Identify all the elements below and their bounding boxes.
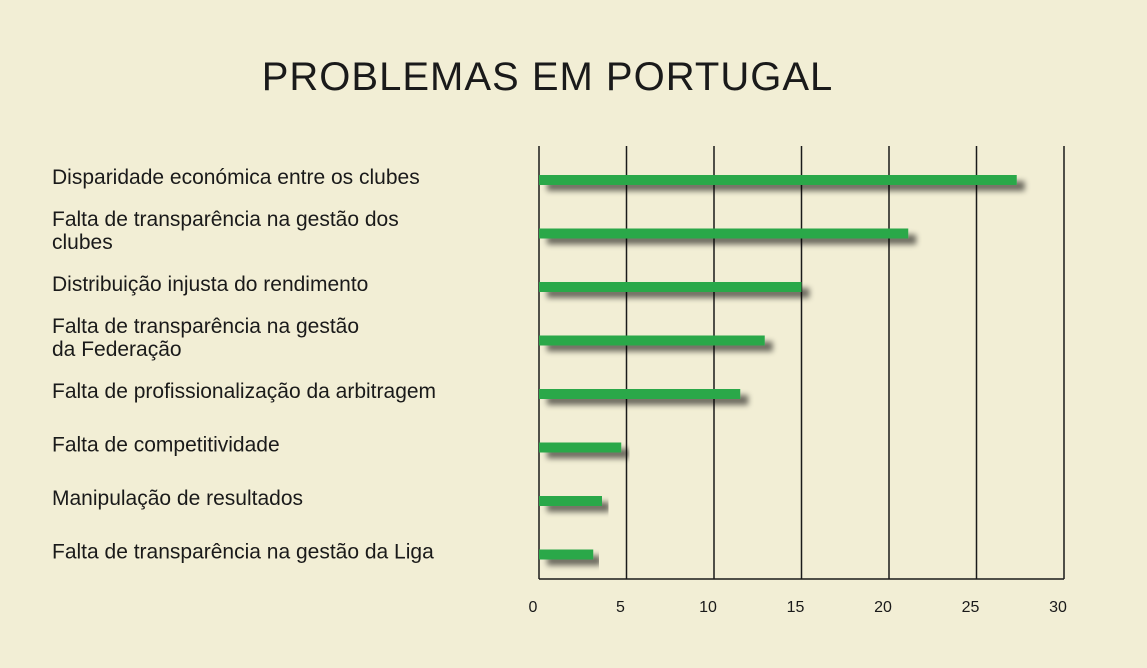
chart-title: PROBLEMAS EM PORTUGAL (261, 55, 834, 99)
bars (539, 175, 1017, 560)
category-label-6: Falta de competitividade (52, 433, 280, 457)
bar-6 (539, 443, 621, 453)
bar-1 (539, 175, 1017, 185)
category-label-1: Disparidade económica entre os clubes (52, 166, 420, 189)
category-label-7: Manipulação de resultados (52, 487, 303, 510)
x-axis-ticks (529, 599, 1067, 616)
category-label-8: Falta de transparência na gestão da Liga (52, 540, 434, 564)
bar-8 (539, 550, 593, 560)
bar-3 (539, 282, 802, 292)
category-label-5: Falta de profissionalização da arbitragem (52, 380, 437, 403)
tick-label-0: 0 (528, 599, 538, 616)
tick-label-20: 20 (874, 599, 892, 616)
tick-label-30: 30 (1049, 599, 1067, 616)
bar-4 (539, 336, 765, 346)
category-labels (52, 166, 436, 564)
category-label-3: Distribuição injusta do rendimento (52, 273, 369, 296)
bar-2 (539, 229, 908, 239)
bar-7 (539, 496, 602, 506)
category-label-2: Falta de transparência na gestão dos clubes (52, 208, 399, 254)
tick-label-10: 10 (699, 599, 717, 616)
tick-label-15: 15 (786, 599, 805, 616)
category-label-4: Falta de transparência na gestão da Federação (52, 315, 360, 361)
tick-label-25: 25 (961, 599, 980, 616)
bar-5 (539, 389, 740, 399)
grid (539, 146, 1064, 579)
tick-label-5: 5 (616, 599, 625, 616)
